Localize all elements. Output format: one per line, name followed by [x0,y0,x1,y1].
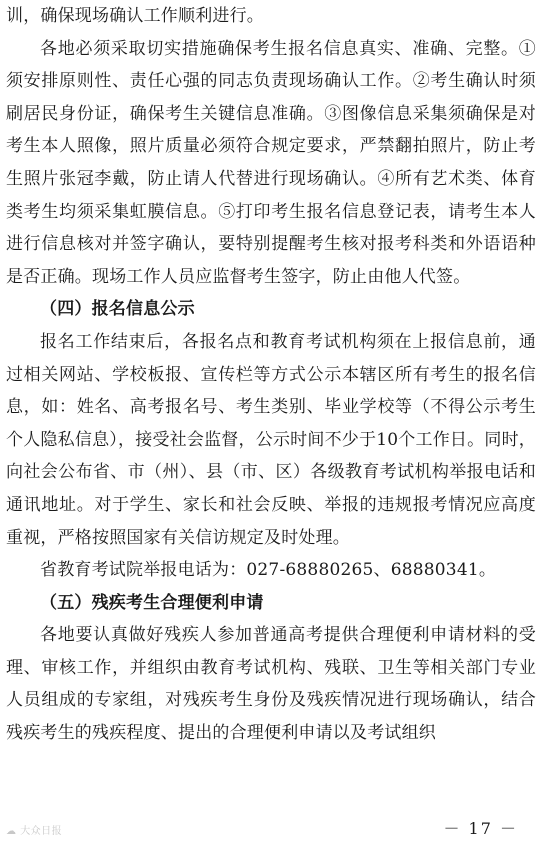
watermark-icon: ☁ [6,826,21,837]
paragraph-verification-requirements: 各地必须采取切实措施确保考生报名信息真实、准确、完整。①须安排原则性、责任心强的同志负责现场确认工作。②考生确认时须刷居民身份证，确保考生关键信息准确。③图像信息采集须确保是对考生本人照像，照片质量必须符合规定要求，严禁翻拍照片，防止考生照片张冠李戴，防止请人代替进行现场确认。④所有艺术类、体育类考生均须采集虹膜信息。⑤打印考生报名信息登记表，请考生本人进行信息核对并签字确认，要特别提醒考生核对报考科类和外语语种是否正确。现场工作人员应监督考生签字，防止由他人代签。 [6,38,536,287]
watermark-text: 大众日报 [20,826,63,837]
watermark-logo [6,822,62,837]
section-heading-disabled-candidates: （五）残疾考生合理便利申请 [40,592,264,613]
page-number: － 17 － [443,819,518,838]
paragraph-disabled-accommodation: 各地要认真做好残疾人参加普通高考提供合理便利申请材料的受理、审核工作，并组织由教育考试机构、残联、卫生等相关部门专业人员组成的专家组，对残疾考生身份及残疾情况进行现场确认，结合残疾考生的残疾程度、提出的合理便利申请以及考试组织 [6,625,536,744]
paragraph-publicity-procedure: 报名工作结束后，各报名点和教育考试机构须在上报信息前，通过相关网站、学校板报、宣传栏等方式公示本辖区所有考生的报名信息，如：姓名、高考报名号、考生类别、毕业学校等（不得公示考生个人隐私信息），接受社会监督，公示时间不少于10个工作日。同时，向社会公布省、市（州）、县（市、区）各级教育考试机构举报电话和通讯地址。对于学生、家长和社会反映、举报的违规报考情况应高度重视，严格按照国家有关信访规定及时处理。 [6,331,536,548]
paragraph-report-hotline: 省教育考试院举报电话为：027-68880265、68880341。 [40,560,497,581]
paragraph-continuation: 训，确保现场确认工作顺利进行。 [6,6,264,26]
section-heading-registration-publicity: （四）报名信息公示 [40,299,195,320]
document-body [6,0,536,750]
